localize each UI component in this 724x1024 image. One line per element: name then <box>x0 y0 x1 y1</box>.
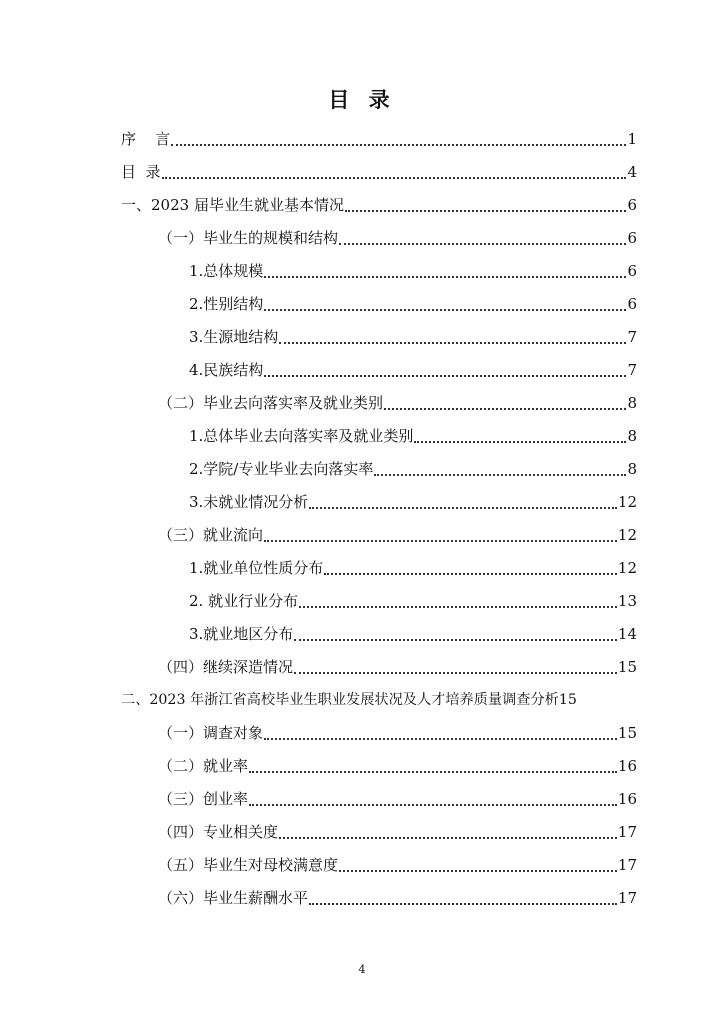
toc-entry-page: 6 <box>627 262 637 280</box>
toc-entry[interactable] <box>189 322 637 348</box>
toc-leader-dots <box>345 209 627 212</box>
toc-title: 目 录 <box>328 87 396 112</box>
toc-entry-page: 15 <box>558 692 577 708</box>
toc-entry[interactable] <box>189 256 637 282</box>
toc-entry[interactable] <box>158 784 637 810</box>
toc-leader-dots <box>279 341 626 344</box>
toc-entry-label: 目 录 <box>121 163 161 181</box>
toc-entry-label: 序 言 <box>121 130 171 148</box>
toc-leader-dots <box>294 671 617 674</box>
toc-leader-dots <box>162 176 627 179</box>
toc-entry[interactable] <box>158 718 637 744</box>
toc-leader-dots <box>384 407 626 410</box>
toc-entry-label: 4.民族结构 <box>189 361 264 379</box>
toc-entry[interactable] <box>121 124 637 150</box>
toc-entry-page: 1 <box>627 130 637 148</box>
toc-entry-page: 6 <box>627 196 637 214</box>
toc-leader-dots <box>414 440 626 443</box>
toc-entry[interactable] <box>189 487 637 513</box>
toc-entry-label: （五）毕业生对母校满意度 <box>158 856 339 874</box>
toc-entry[interactable] <box>158 883 637 909</box>
toc-entry-label: （四）专业相关度 <box>158 823 279 841</box>
toc-entry-page: 8 <box>627 394 637 412</box>
toc-entry-label: 2. 就业行业分布 <box>189 592 299 610</box>
toc-leader-dots <box>264 539 617 542</box>
toc-entry-page: 7 <box>627 328 637 346</box>
toc-leader-dots <box>249 770 617 773</box>
toc-entry[interactable] <box>158 223 637 249</box>
toc-entry[interactable] <box>158 751 637 777</box>
toc-entry-page: 12 <box>617 559 637 577</box>
toc-entry[interactable] <box>189 289 637 315</box>
toc-entry-page: 16 <box>617 757 637 775</box>
toc-entry-label: （三）创业率 <box>158 790 249 808</box>
toc-entry-page: 6 <box>627 229 637 247</box>
toc-leader-dots <box>264 737 617 740</box>
toc-entry-label: （二）就业率 <box>158 757 249 775</box>
toc-entry-label: （三）就业流向 <box>158 526 264 544</box>
toc-entry-page: 16 <box>617 790 637 808</box>
toc-entry-label: （四）继续深造情况 <box>158 658 294 676</box>
toc-entry-page: 17 <box>617 856 637 874</box>
toc-leader-dots <box>171 143 626 146</box>
toc-entry-label: 1.就业单位性质分布 <box>189 559 324 577</box>
page-number: 4 <box>358 963 366 976</box>
toc-entry-page: 17 <box>617 823 637 841</box>
toc-entry[interactable] <box>189 553 637 579</box>
toc-leader-dots <box>339 242 626 245</box>
toc-leader-dots <box>264 308 626 311</box>
toc-entry-label: 1.总体规模 <box>189 262 264 280</box>
toc-entry-page: 12 <box>617 526 637 544</box>
toc-entry-label: 二、2023 年浙江省高校毕业生职业发展状况及人才培养质量调查分析 <box>121 692 559 708</box>
toc-entry[interactable] <box>189 619 637 645</box>
toc-entry-page: 7 <box>627 361 637 379</box>
toc-leader-dots <box>294 638 617 641</box>
toc-entry-page: 13 <box>617 592 637 610</box>
toc-leader-dots <box>299 605 617 608</box>
toc-entry-label: 1.总体毕业去向落实率及就业类别 <box>189 427 414 445</box>
toc-entry-label: （一）调查对象 <box>158 724 264 742</box>
toc-leader-dots <box>374 473 626 476</box>
toc-leader-dots <box>309 506 617 509</box>
toc-entry[interactable] <box>189 421 637 447</box>
toc-entry[interactable] <box>189 586 637 612</box>
toc-entry-label: 2.学院/专业毕业去向落实率 <box>189 460 374 478</box>
toc-entry-page: 8 <box>627 460 637 478</box>
toc-entry-page: 4 <box>627 163 637 181</box>
toc-entry-page: 8 <box>627 427 637 445</box>
toc-entry-page: 12 <box>617 493 637 511</box>
toc-entry-label: （一）毕业生的规模和结构 <box>158 229 339 247</box>
toc-entry[interactable] <box>121 190 637 216</box>
toc-leader-dots <box>264 275 626 278</box>
toc-entry[interactable] <box>158 850 637 876</box>
toc-entry-page: 17 <box>617 889 637 907</box>
toc-leader-dots <box>309 902 617 905</box>
toc-entry-label: 3.未就业情况分析 <box>189 493 309 511</box>
toc-entry[interactable] <box>158 520 637 546</box>
toc-entry-page: 15 <box>617 658 637 676</box>
toc-entry[interactable] <box>121 157 637 183</box>
toc-entry[interactable] <box>121 685 637 711</box>
toc-leader-dots <box>249 803 617 806</box>
toc-entry-label: 2.性别结构 <box>189 295 264 313</box>
toc-leader-dots <box>339 869 617 872</box>
toc-entry[interactable] <box>158 817 637 843</box>
toc-leader-dots <box>324 572 617 575</box>
toc-entry-label: （六）毕业生薪酬水平 <box>158 889 309 907</box>
toc-entry-label: （二）毕业去向落实率及就业类别 <box>158 394 384 412</box>
toc-leader-dots <box>264 374 626 377</box>
toc-entry[interactable] <box>158 652 637 678</box>
toc-entry-page: 14 <box>617 625 637 643</box>
toc-leader-dots <box>279 836 617 839</box>
toc-entry[interactable] <box>189 355 637 381</box>
toc-entry[interactable] <box>189 454 637 480</box>
toc-entry-page: 6 <box>627 295 637 313</box>
toc-entry-label: 3.就业地区分布 <box>189 625 294 643</box>
toc-entry-label: 一、2023 届毕业生就业基本情况 <box>121 196 344 214</box>
toc-entry[interactable] <box>158 388 637 414</box>
toc-entry-page: 15 <box>617 724 637 742</box>
toc-entry-label: 3.生源地结构 <box>189 328 279 346</box>
